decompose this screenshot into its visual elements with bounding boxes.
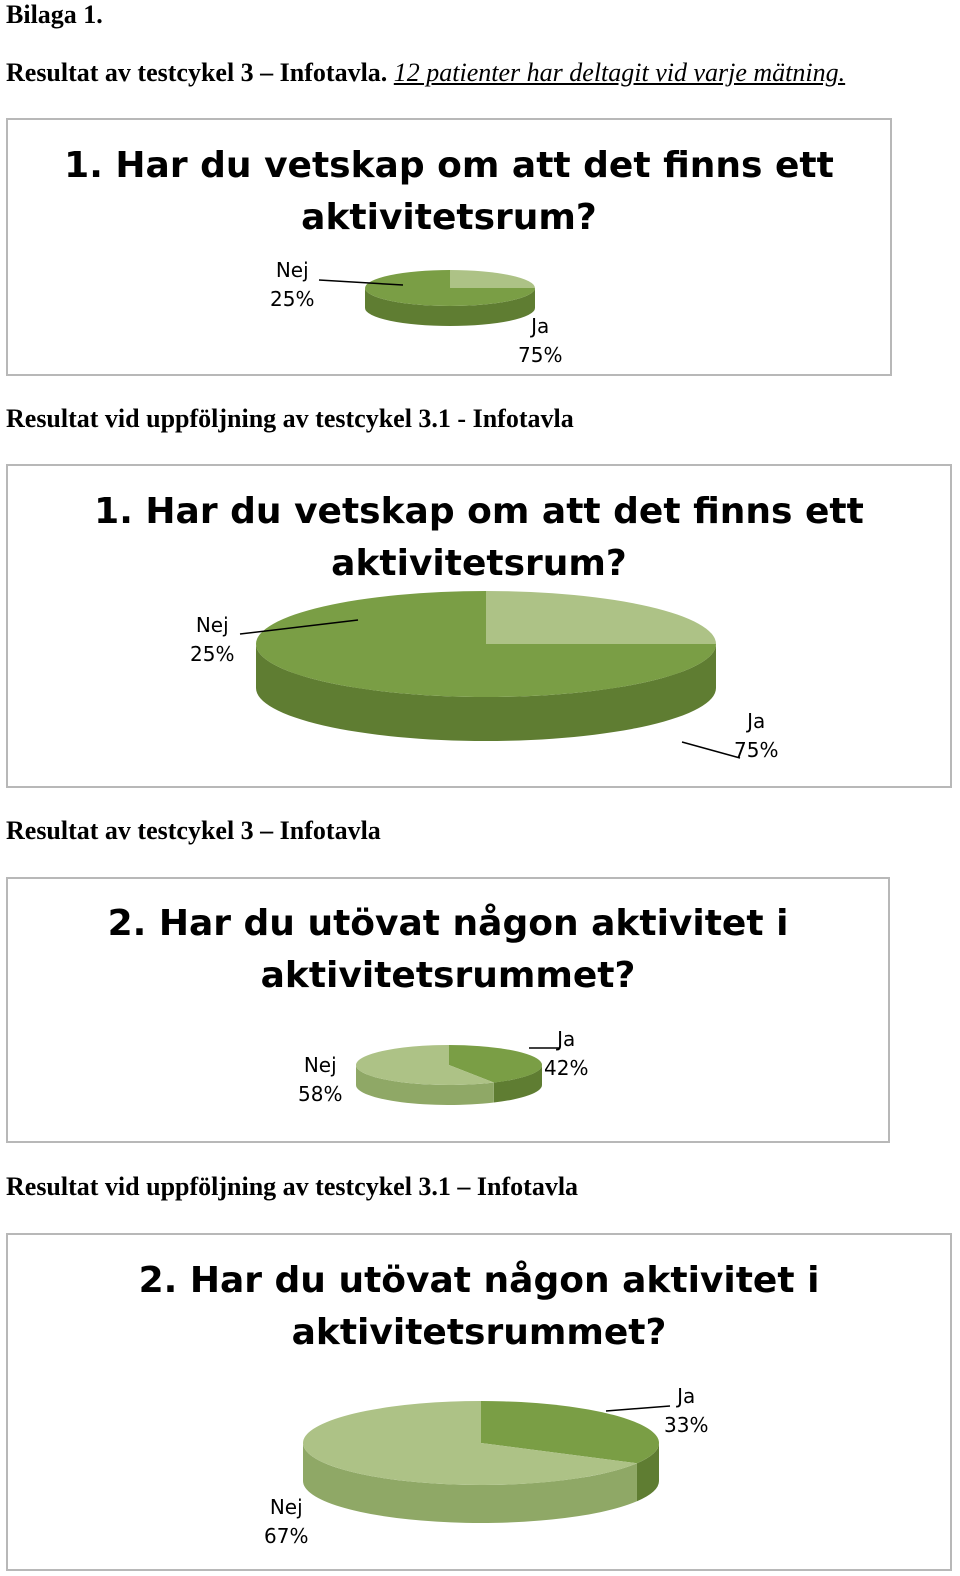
chart-1-title-line-2: aktivitetsrum? — [301, 197, 597, 238]
chart-2-slice-group — [256, 591, 716, 741]
chart-panel-4 — [6, 1233, 952, 1571]
caption-1: Resultat vid uppföljning av testcykel 3.1 - Infotavla — [6, 404, 574, 433]
chart-2-title-line-1: 1. Har du vetskap om att det finns ett — [94, 491, 864, 532]
chart-2-pie — [8, 466, 954, 790]
chart-4-title-line-1: 2. Har du utövat någon aktivitet i — [138, 1260, 820, 1301]
chart-4-leader-ja — [606, 1406, 670, 1411]
chart-4-pie — [8, 1235, 954, 1573]
chart-3-slice-group — [356, 1045, 542, 1105]
pie-slice-nej — [486, 591, 716, 644]
chart-2-leader-ja — [682, 742, 740, 758]
chart-1-label-ja: Ja 75% — [518, 314, 563, 367]
chart-1-pie — [8, 120, 894, 378]
caption-2: Resultat av testcykel 3 – Infotavla — [6, 816, 381, 845]
chart-panel-3 — [6, 877, 890, 1143]
chart-4-slice-group — [303, 1401, 659, 1523]
chart-1-label-nej: Nej 25% — [270, 258, 315, 311]
chart-4-label-ja: Ja 33% — [664, 1384, 709, 1437]
chart-3-title-line-1: 2. Har du utövat någon aktivitet i — [107, 903, 789, 944]
chart-4-label-nej: Nej 67% — [264, 1495, 309, 1548]
chart-3-label-nej: Nej 58% — [298, 1053, 343, 1106]
chart-panel-2 — [6, 464, 952, 788]
intro-underlined: 12 patienter har deltagit vid varje mätning. — [393, 58, 846, 87]
chart-3-label-ja: Ja 42% — [544, 1027, 589, 1080]
chart-3-title-line-2: aktivitetsrummet? — [260, 955, 636, 996]
chart-2-label-nej: Nej 25% — [190, 613, 235, 666]
chart-panel-1 — [6, 118, 892, 376]
bilaga-heading: Bilaga 1. — [6, 0, 103, 29]
chart-4-title-line-2: aktivitetsrummet? — [291, 1312, 667, 1353]
chart-1-slice-group — [365, 270, 535, 326]
intro-bold: Resultat av testcykel 3 – Infotavla. — [6, 58, 388, 87]
intro-line — [6, 58, 845, 88]
chart-2-label-ja: Ja 75% — [734, 709, 779, 762]
chart-1-title-line-1: 1. Har du vetskap om att det finns ett — [64, 145, 834, 186]
caption-3: Resultat vid uppföljning av testcykel 3.1 – Infotavla — [6, 1172, 579, 1201]
chart-2-title-line-2: aktivitetsrum? — [331, 543, 627, 584]
chart-3-pie — [8, 879, 892, 1145]
pie-slice-nej — [450, 270, 535, 288]
